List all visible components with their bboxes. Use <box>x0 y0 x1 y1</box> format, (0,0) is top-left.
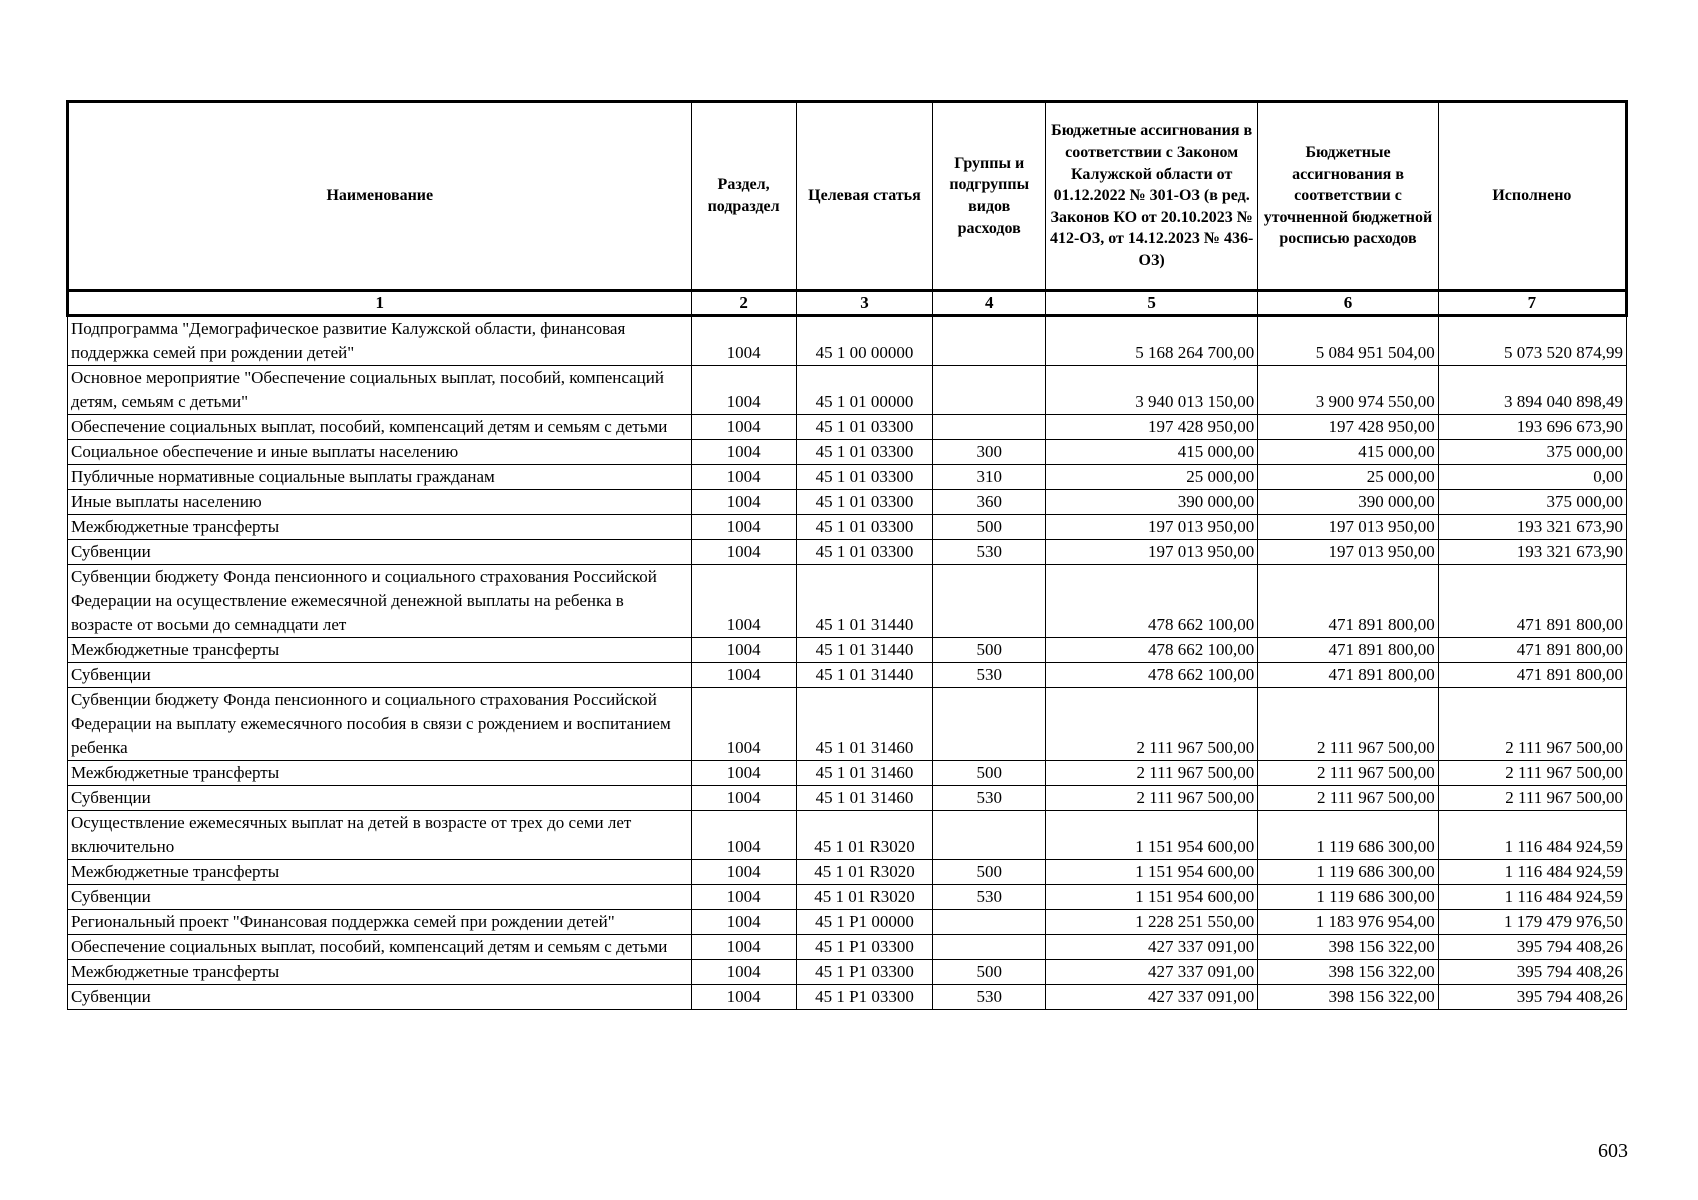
row-target-cell: 45 1 P1 03300 <box>796 935 933 960</box>
row-section-cell: 1004 <box>691 440 796 465</box>
header-target: Целевая статья <box>796 102 933 291</box>
row-law-amount-cell: 478 662 100,00 <box>1046 638 1258 663</box>
row-name-cell: Межбюджетные трансферты <box>68 860 692 885</box>
row-refined-amount-cell: 471 891 800,00 <box>1258 663 1439 688</box>
row-target-cell: 45 1 01 R3020 <box>796 885 933 910</box>
row-name-cell: Субвенции бюджету Фонда пенсионного и социального страхования Российской Федерации на выплату ежемесячного пособия в связи с рождением и воспитанием ребенка <box>68 688 692 761</box>
row-executed-amount-cell: 5 073 520 874,99 <box>1438 316 1626 366</box>
row-executed-amount-cell: 1 179 479 976,50 <box>1438 910 1626 935</box>
row-executed-amount-cell: 2 111 967 500,00 <box>1438 786 1626 811</box>
row-target-cell: 45 1 P1 03300 <box>796 985 933 1010</box>
row-section-cell: 1004 <box>691 811 796 860</box>
row-name-cell: Субвенции <box>68 786 692 811</box>
row-law-amount-cell: 197 013 950,00 <box>1046 540 1258 565</box>
row-executed-amount-cell: 1 116 484 924,59 <box>1438 811 1626 860</box>
table-row <box>68 366 1627 415</box>
column-number: 3 <box>796 291 933 316</box>
table-row <box>68 811 1627 860</box>
row-section-cell: 1004 <box>691 366 796 415</box>
table-row <box>68 490 1627 515</box>
row-section-cell: 1004 <box>691 910 796 935</box>
row-section-cell: 1004 <box>691 688 796 761</box>
row-law-amount-cell: 197 013 950,00 <box>1046 515 1258 540</box>
row-target-cell: 45 1 01 31460 <box>796 786 933 811</box>
row-section-cell: 1004 <box>691 316 796 366</box>
row-executed-amount-cell: 1 116 484 924,59 <box>1438 885 1626 910</box>
column-number: 1 <box>68 291 692 316</box>
row-target-cell: 45 1 01 03300 <box>796 440 933 465</box>
row-target-cell: 45 1 01 R3020 <box>796 811 933 860</box>
row-name-cell: Межбюджетные трансферты <box>68 638 692 663</box>
row-name-cell: Субвенции <box>68 985 692 1010</box>
row-refined-amount-cell: 25 000,00 <box>1258 465 1439 490</box>
row-executed-amount-cell: 471 891 800,00 <box>1438 663 1626 688</box>
row-name-cell: Осуществление ежемесячных выплат на детей в возрасте от трех до семи лет включительно <box>68 811 692 860</box>
row-section-cell: 1004 <box>691 415 796 440</box>
row-group-cell <box>933 366 1046 415</box>
row-law-amount-cell: 2 111 967 500,00 <box>1046 786 1258 811</box>
row-executed-amount-cell: 193 696 673,90 <box>1438 415 1626 440</box>
row-law-amount-cell: 25 000,00 <box>1046 465 1258 490</box>
page-number: 603 <box>1598 1140 1628 1162</box>
column-number: 2 <box>691 291 796 316</box>
row-refined-amount-cell: 197 013 950,00 <box>1258 515 1439 540</box>
row-target-cell: 45 1 01 03300 <box>796 465 933 490</box>
row-section-cell: 1004 <box>691 565 796 638</box>
row-name-cell: Обеспечение социальных выплат, пособий, компенсаций детям и семьям с детьми <box>68 935 692 960</box>
header-row <box>68 102 1627 291</box>
row-target-cell: 45 1 P1 03300 <box>796 960 933 985</box>
row-name-cell: Социальное обеспечение и иные выплаты населению <box>68 440 692 465</box>
row-law-amount-cell: 390 000,00 <box>1046 490 1258 515</box>
row-target-cell: 45 1 01 03300 <box>796 540 933 565</box>
column-number: 4 <box>933 291 1046 316</box>
row-group-cell: 530 <box>933 663 1046 688</box>
table-row <box>68 638 1627 663</box>
row-section-cell: 1004 <box>691 935 796 960</box>
row-law-amount-cell: 1 151 954 600,00 <box>1046 885 1258 910</box>
header-refined: Бюджетные ассигнования в соответствии с уточненной бюджетной росписью расходов <box>1258 102 1439 291</box>
row-law-amount-cell: 415 000,00 <box>1046 440 1258 465</box>
row-target-cell: 45 1 01 03300 <box>796 515 933 540</box>
row-refined-amount-cell: 398 156 322,00 <box>1258 985 1439 1010</box>
table-row <box>68 935 1627 960</box>
row-name-cell: Субвенции <box>68 885 692 910</box>
row-executed-amount-cell: 193 321 673,90 <box>1438 540 1626 565</box>
row-group-cell: 500 <box>933 860 1046 885</box>
table-row <box>68 910 1627 935</box>
table-row <box>68 860 1627 885</box>
row-law-amount-cell: 1 151 954 600,00 <box>1046 811 1258 860</box>
row-refined-amount-cell: 471 891 800,00 <box>1258 565 1439 638</box>
row-group-cell <box>933 415 1046 440</box>
row-law-amount-cell: 427 337 091,00 <box>1046 960 1258 985</box>
row-group-cell <box>933 811 1046 860</box>
row-name-cell: Обеспечение социальных выплат, пособий, компенсаций детям и семьям с детьми <box>68 415 692 440</box>
row-name-cell: Субвенции <box>68 540 692 565</box>
row-name-cell: Подпрограмма "Демографическое развитие Калужской области, финансовая поддержка семей при рождении детей" <box>68 316 692 366</box>
row-group-cell: 300 <box>933 440 1046 465</box>
row-target-cell: 45 1 01 03300 <box>796 415 933 440</box>
table-row <box>68 540 1627 565</box>
row-executed-amount-cell: 395 794 408,26 <box>1438 935 1626 960</box>
row-group-cell: 360 <box>933 490 1046 515</box>
row-executed-amount-cell: 395 794 408,26 <box>1438 985 1626 1010</box>
row-group-cell: 310 <box>933 465 1046 490</box>
row-refined-amount-cell: 3 900 974 550,00 <box>1258 366 1439 415</box>
row-group-cell: 530 <box>933 985 1046 1010</box>
row-refined-amount-cell: 5 084 951 504,00 <box>1258 316 1439 366</box>
row-target-cell: 45 1 01 03300 <box>796 490 933 515</box>
row-law-amount-cell: 3 940 013 150,00 <box>1046 366 1258 415</box>
row-law-amount-cell: 427 337 091,00 <box>1046 935 1258 960</box>
column-number-row <box>68 291 1627 316</box>
table-row <box>68 761 1627 786</box>
row-refined-amount-cell: 2 111 967 500,00 <box>1258 761 1439 786</box>
row-target-cell: 45 1 01 31460 <box>796 688 933 761</box>
row-name-cell: Субвенции <box>68 663 692 688</box>
row-law-amount-cell: 5 168 264 700,00 <box>1046 316 1258 366</box>
row-section-cell: 1004 <box>691 540 796 565</box>
row-section-cell: 1004 <box>691 465 796 490</box>
row-name-cell: Субвенции бюджету Фонда пенсионного и социального страхования Российской Федерации на осуществление ежемесячной денежной выплаты на ребенка в возрасте от восьми до семнадцати лет <box>68 565 692 638</box>
row-target-cell: 45 1 01 R3020 <box>796 860 933 885</box>
row-target-cell: 45 1 01 31460 <box>796 761 933 786</box>
row-target-cell: 45 1 01 31440 <box>796 565 933 638</box>
table-row <box>68 316 1627 366</box>
row-law-amount-cell: 2 111 967 500,00 <box>1046 761 1258 786</box>
row-executed-amount-cell: 1 116 484 924,59 <box>1438 860 1626 885</box>
table-row <box>68 960 1627 985</box>
row-refined-amount-cell: 197 428 950,00 <box>1258 415 1439 440</box>
row-section-cell: 1004 <box>691 786 796 811</box>
row-refined-amount-cell: 390 000,00 <box>1258 490 1439 515</box>
header-executed: Исполнено <box>1438 102 1626 291</box>
row-section-cell: 1004 <box>691 985 796 1010</box>
row-group-cell: 500 <box>933 515 1046 540</box>
row-group-cell: 500 <box>933 638 1046 663</box>
row-target-cell: 45 1 01 31440 <box>796 663 933 688</box>
table-row <box>68 688 1627 761</box>
row-law-amount-cell: 1 151 954 600,00 <box>1046 860 1258 885</box>
row-refined-amount-cell: 1 183 976 954,00 <box>1258 910 1439 935</box>
row-target-cell: 45 1 P1 00000 <box>796 910 933 935</box>
row-refined-amount-cell: 471 891 800,00 <box>1258 638 1439 663</box>
table-body <box>68 316 1627 1010</box>
table-row <box>68 985 1627 1010</box>
row-law-amount-cell: 2 111 967 500,00 <box>1046 688 1258 761</box>
row-section-cell: 1004 <box>691 960 796 985</box>
table-row <box>68 663 1627 688</box>
row-refined-amount-cell: 1 119 686 300,00 <box>1258 885 1439 910</box>
row-refined-amount-cell: 398 156 322,00 <box>1258 960 1439 985</box>
row-law-amount-cell: 427 337 091,00 <box>1046 985 1258 1010</box>
row-group-cell: 530 <box>933 885 1046 910</box>
row-group-cell <box>933 565 1046 638</box>
header-name: Наименование <box>68 102 692 291</box>
row-section-cell: 1004 <box>691 885 796 910</box>
header-law: Бюджетные ассигнования в соответствии с Законом Калужской области от 01.12.2022 № 301-ОЗ (в ред. Законов КО от 20.10.2023 № 412-ОЗ, от 14.12.2023 № 436-ОЗ) <box>1046 102 1258 291</box>
row-executed-amount-cell: 193 321 673,90 <box>1438 515 1626 540</box>
row-name-cell: Основное мероприятие "Обеспечение социальных выплат, пособий, компенсаций детям, семьям с детьми" <box>68 366 692 415</box>
table-row <box>68 465 1627 490</box>
row-refined-amount-cell: 2 111 967 500,00 <box>1258 786 1439 811</box>
row-section-cell: 1004 <box>691 860 796 885</box>
row-refined-amount-cell: 2 111 967 500,00 <box>1258 688 1439 761</box>
row-section-cell: 1004 <box>691 515 796 540</box>
row-refined-amount-cell: 1 119 686 300,00 <box>1258 811 1439 860</box>
row-group-cell: 530 <box>933 540 1046 565</box>
row-executed-amount-cell: 471 891 800,00 <box>1438 565 1626 638</box>
row-group-cell <box>933 316 1046 366</box>
row-target-cell: 45 1 01 31440 <box>796 638 933 663</box>
row-refined-amount-cell: 197 013 950,00 <box>1258 540 1439 565</box>
table-row <box>68 786 1627 811</box>
row-section-cell: 1004 <box>691 761 796 786</box>
row-target-cell: 45 1 00 00000 <box>796 316 933 366</box>
row-section-cell: 1004 <box>691 638 796 663</box>
row-law-amount-cell: 197 428 950,00 <box>1046 415 1258 440</box>
row-law-amount-cell: 478 662 100,00 <box>1046 565 1258 638</box>
row-group-cell <box>933 910 1046 935</box>
table-row <box>68 515 1627 540</box>
row-executed-amount-cell: 2 111 967 500,00 <box>1438 761 1626 786</box>
row-law-amount-cell: 478 662 100,00 <box>1046 663 1258 688</box>
row-executed-amount-cell: 375 000,00 <box>1438 490 1626 515</box>
row-executed-amount-cell: 395 794 408,26 <box>1438 960 1626 985</box>
row-name-cell: Иные выплаты населению <box>68 490 692 515</box>
row-name-cell: Межбюджетные трансферты <box>68 761 692 786</box>
table-row <box>68 565 1627 638</box>
column-number: 7 <box>1438 291 1626 316</box>
row-executed-amount-cell: 471 891 800,00 <box>1438 638 1626 663</box>
row-refined-amount-cell: 1 119 686 300,00 <box>1258 860 1439 885</box>
row-target-cell: 45 1 01 00000 <box>796 366 933 415</box>
row-executed-amount-cell: 2 111 967 500,00 <box>1438 688 1626 761</box>
column-number: 5 <box>1046 291 1258 316</box>
row-section-cell: 1004 <box>691 663 796 688</box>
header-section: Раздел, подраздел <box>691 102 796 291</box>
row-name-cell: Межбюджетные трансферты <box>68 960 692 985</box>
row-group-cell <box>933 935 1046 960</box>
row-executed-amount-cell: 375 000,00 <box>1438 440 1626 465</box>
header-groups: Группы и подгруппы видов расходов <box>933 102 1046 291</box>
row-refined-amount-cell: 415 000,00 <box>1258 440 1439 465</box>
row-executed-amount-cell: 0,00 <box>1438 465 1626 490</box>
row-name-cell: Публичные нормативные социальные выплаты гражданам <box>68 465 692 490</box>
table-row <box>68 440 1627 465</box>
row-group-cell: 530 <box>933 786 1046 811</box>
row-group-cell: 500 <box>933 960 1046 985</box>
row-name-cell: Региональный проект "Финансовая поддержка семей при рождении детей" <box>68 910 692 935</box>
column-number: 6 <box>1258 291 1439 316</box>
row-group-cell <box>933 688 1046 761</box>
row-law-amount-cell: 1 228 251 550,00 <box>1046 910 1258 935</box>
row-name-cell: Межбюджетные трансферты <box>68 515 692 540</box>
row-executed-amount-cell: 3 894 040 898,49 <box>1438 366 1626 415</box>
row-group-cell: 500 <box>933 761 1046 786</box>
budget-table <box>66 100 1628 1010</box>
table-row <box>68 885 1627 910</box>
table-row <box>68 415 1627 440</box>
row-section-cell: 1004 <box>691 490 796 515</box>
row-refined-amount-cell: 398 156 322,00 <box>1258 935 1439 960</box>
